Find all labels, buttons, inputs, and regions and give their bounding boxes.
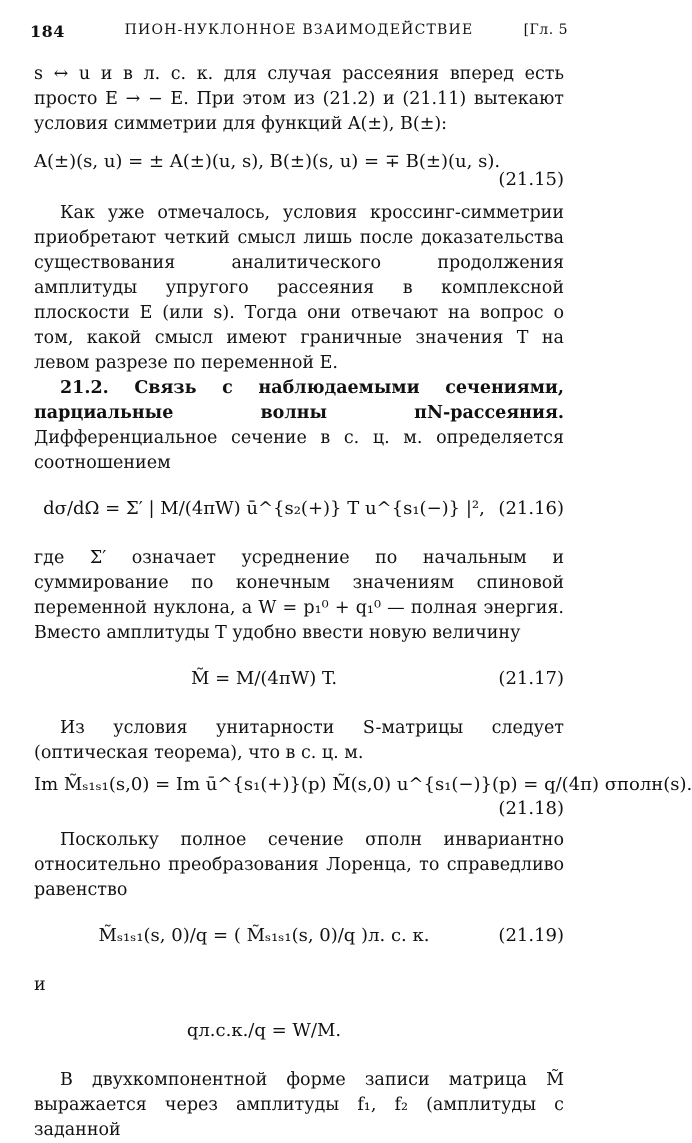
equation-21-16-formula: dσ/dΩ = Σ′ | M/(4πW) ū^{s₂(+)} T u^{s₁(−)} |², [43, 498, 485, 519]
conjunction-and: и [34, 975, 46, 995]
equation-unnumbered [34, 1000, 564, 1066]
paragraph-6: Поскольку полное сечение σполн инвариантно относительно преобразования Лоренца, то справедливо равенство [34, 830, 564, 900]
paragraph-1: s ↔ u и в л. с. к. для случая рассеяния вперед есть просто E → − E. При этом из (21.2) и (21.11) вытекают условия симметрии для функций A(±), B(±): [34, 64, 564, 134]
page-number: 184 [30, 22, 65, 41]
page-body [34, 62, 692, 1143]
equation-21-15-number: (21.15) [498, 169, 564, 190]
equation-21-18-formula: Im M̃ₛ₁ₛ₁(s,0) = Im ū^{s₁(+)}(p) M̃(s,0) u^{s₁(−)}(p) = q/(4π) σполн(s). [34, 774, 692, 795]
equation-21-15 [34, 139, 564, 190]
equation-21-17-formula: M̃ = M/(4πW) T. [190, 668, 338, 689]
equation-21-16 [34, 478, 564, 544]
equation-21-19 [34, 905, 564, 971]
equation-unnumbered-formula: qл.с.к./q = W/M. [186, 1020, 342, 1041]
paragraph-3-text: Дифференциальное сечение в с. ц. м. определяется соотношением [34, 428, 564, 473]
equation-21-15-formula: A(±)(s, u) = ± A(±)(u, s), B(±)(s, u) = ∓ B(±)(u, s). [34, 151, 501, 172]
equation-21-19-formula: M̃ₛ₁ₛ₁(s, 0)/q = ( M̃ₛ₁ₛ₁(s, 0)/q )л. с. к. [98, 925, 430, 946]
equation-21-16-number: (21.16) [498, 498, 564, 519]
paragraph-3 [34, 376, 564, 476]
paragraph-2: Как уже отмечалось, условия кроссинг-симметрии приобретают четкий смысл лишь после доказательства существования аналитического продолжения амплитуды упругого рассеяния в комплексной плоскости E (или s). Тогда они отвечают на вопрос о том, какой смысл имеют граничные значения T на левом разрезе по переменной E. [34, 203, 564, 373]
paragraph-4: где Σ′ означает усреднение по начальным и суммирование по конечным значениям спиновой переменной нуклона, а W = p₁⁰ + q₁⁰ — полная энергия. Вместо амплитуды T удобно ввести новую величину [34, 548, 564, 643]
paragraph-5: Из условия унитарности S-матрицы следует (оптическая теорема), что в с. ц. м. [34, 718, 564, 763]
equation-21-17-number: (21.17) [498, 668, 564, 689]
equation-21-18-number: (21.18) [498, 798, 564, 819]
equation-21-17 [34, 648, 564, 714]
running-title: ПИОН-НУКЛОННОЕ ВЗАИМОДЕЙСТВИЕ [124, 22, 474, 38]
chapter-marker: [Гл. 5 [523, 22, 568, 38]
equation-21-19-number: (21.19) [498, 925, 564, 946]
paragraph-7: В двухкомпонентной форме записи матрица M̃ выражается через амплитуды f₁, f₂ (амплитуды с заданной [34, 1070, 564, 1140]
section-heading: 21.2. Связь с наблюдаемыми сечениями, парциальные волны πN-рассеяния. [34, 378, 564, 423]
running-header [30, 22, 568, 46]
equation-21-18 [34, 768, 692, 826]
